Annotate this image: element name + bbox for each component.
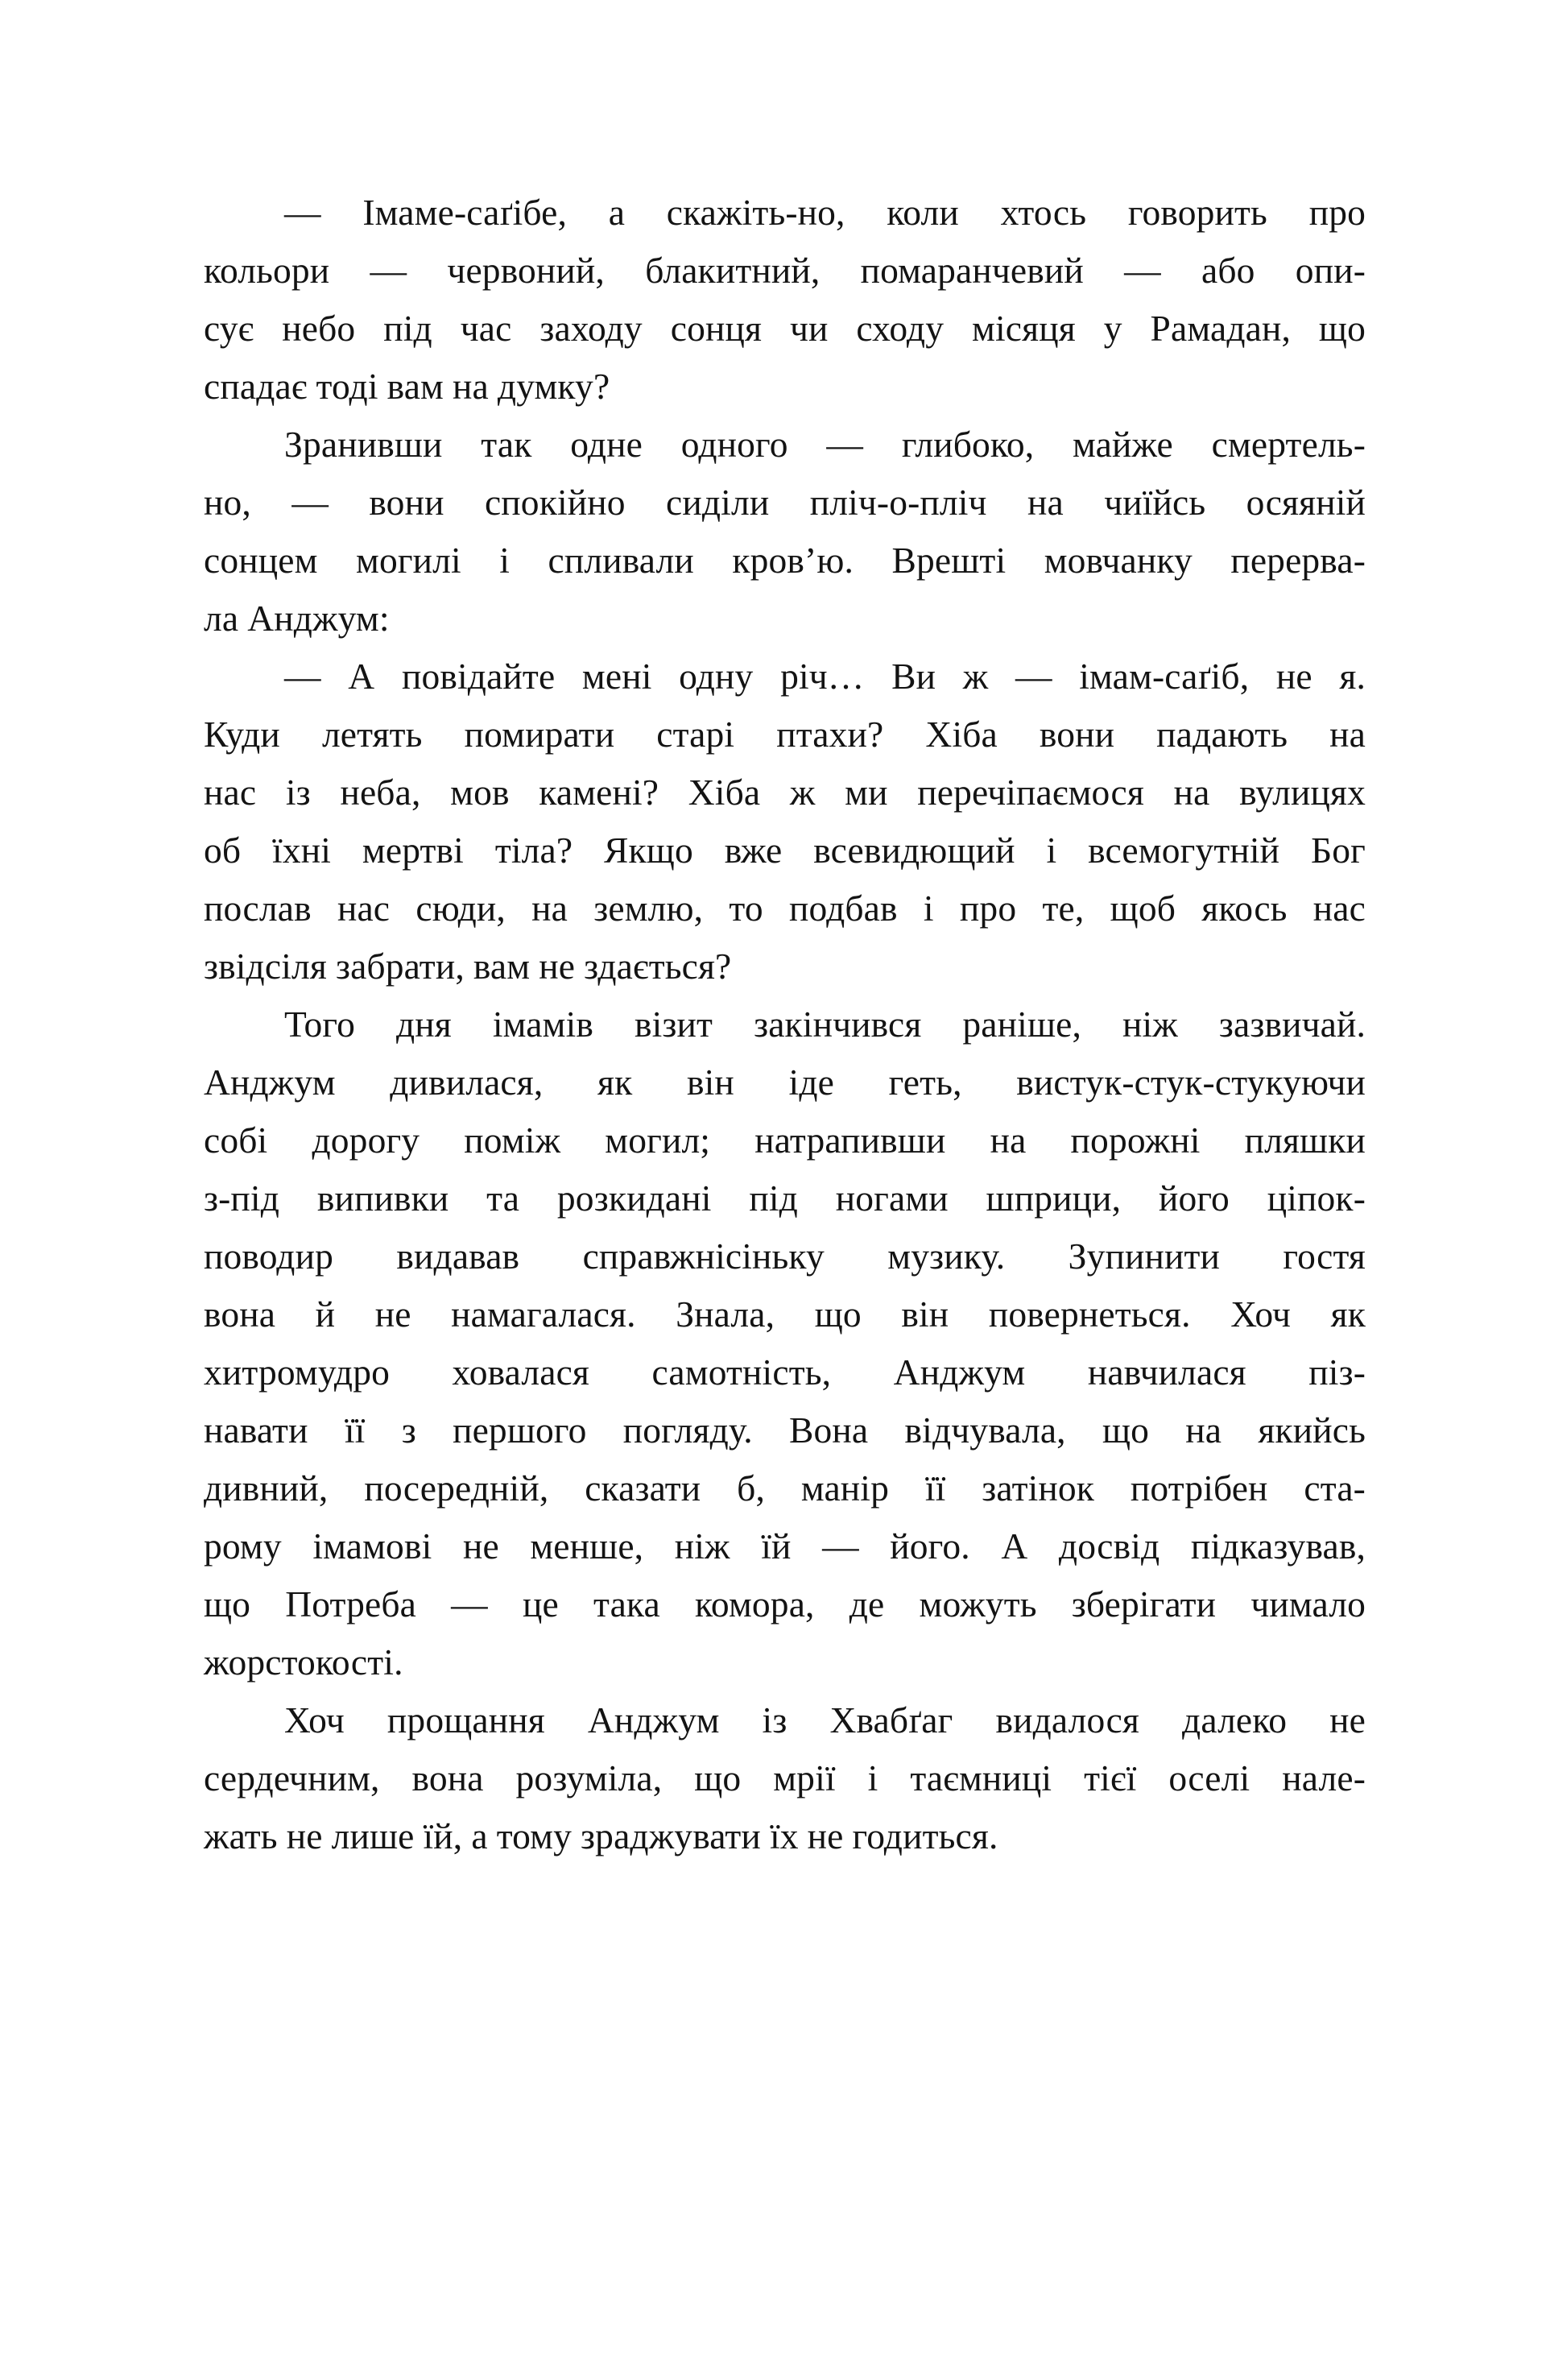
text-line: Зранивши так одне одного — глибоко, майже смертель-: [284, 424, 1366, 465]
text-line: жать не лише їй, а тому зраджувати їх не годиться.: [204, 1815, 998, 1856]
text-line: сує небо під час заходу сонця чи сходу місяця у Рамадан, що: [204, 308, 1366, 349]
text-line: що Потреба — це така комора, де можуть зберігати чимало: [204, 1583, 1366, 1625]
text-line: ла Анджум:: [204, 598, 390, 639]
text-line: об їхні мертві тіла? Якщо вже всевидющий і всемогутній Бог: [204, 830, 1366, 871]
text-line: рому імамові не менше, ніж їй — його. А досвід підказував,: [204, 1525, 1366, 1567]
body-paragraph: [204, 416, 1366, 648]
text-line: нас із неба, мов камені? Хіба ж ми перечіпаємося на вулицях: [204, 772, 1366, 813]
body-text-column: [204, 184, 1366, 1865]
text-line: Куди летять помирати старі птахи? Хіба вони падають на: [204, 714, 1366, 755]
text-line: поводир видавав справжнісіньку музику. Зупинити гостя: [204, 1236, 1366, 1277]
text-line: спадає тоді вам на думку?: [204, 366, 610, 407]
text-line: звідсіля забрати, вам не здається?: [204, 946, 732, 987]
text-line: з-під випивки та розкидані під ногами шприци, його ціпок-: [204, 1178, 1366, 1219]
text-line: Анджум дивилася, як він іде геть, вистук-стук-стукуючи: [204, 1062, 1366, 1103]
text-line: вона й не намагалася. Знала, що він повернеться. Хоч як: [204, 1293, 1366, 1335]
body-paragraph: [204, 648, 1366, 995]
text-line: но, — вони спокійно сиділи пліч-о-пліч на чиїйсь осяяній: [204, 482, 1366, 523]
text-line: жорстокості.: [204, 1641, 403, 1683]
text-line: навати її з першого погляду. Вона відчувала, що на якийсь: [204, 1409, 1366, 1451]
text-line: кольори — червоний, блакитний, помаранчевий — або опи-: [204, 250, 1366, 291]
text-line: — А повідайте мені одну річ… Ви ж — імам-саґіб, не я.: [284, 656, 1366, 697]
text-line: послав нас сюди, на землю, то подбав і про те, щоб якось нас: [204, 888, 1366, 929]
body-paragraph: [204, 995, 1366, 1691]
text-line: Хоч прощання Анджум із Хвабґаг видалося далеко не: [284, 1699, 1366, 1741]
text-line: — Імаме-саґібе, а скажіть-но, коли хтось говорить про: [284, 192, 1366, 233]
text-line: хитромудро ховалася самотність, Анджум навчилася піз-: [204, 1351, 1366, 1393]
body-paragraph: [204, 184, 1366, 416]
text-line: сонцем могилі і спливали кров’ю. Врешті мовчанку перерва-: [204, 540, 1366, 581]
text-line: сердечним, вона розуміла, що мрії і таємниці тієї оселі нале-: [204, 1757, 1366, 1798]
text-line: собі дорогу поміж могил; натрапивши на порожні пляшки: [204, 1120, 1366, 1161]
text-line: Того дня імамів візит закінчився раніше, ніж зазвичай.: [284, 1004, 1366, 1045]
text-line: дивний, посередній, сказати б, манір її затінок потрібен ста-: [204, 1467, 1366, 1509]
body-paragraph: [204, 1691, 1366, 1865]
